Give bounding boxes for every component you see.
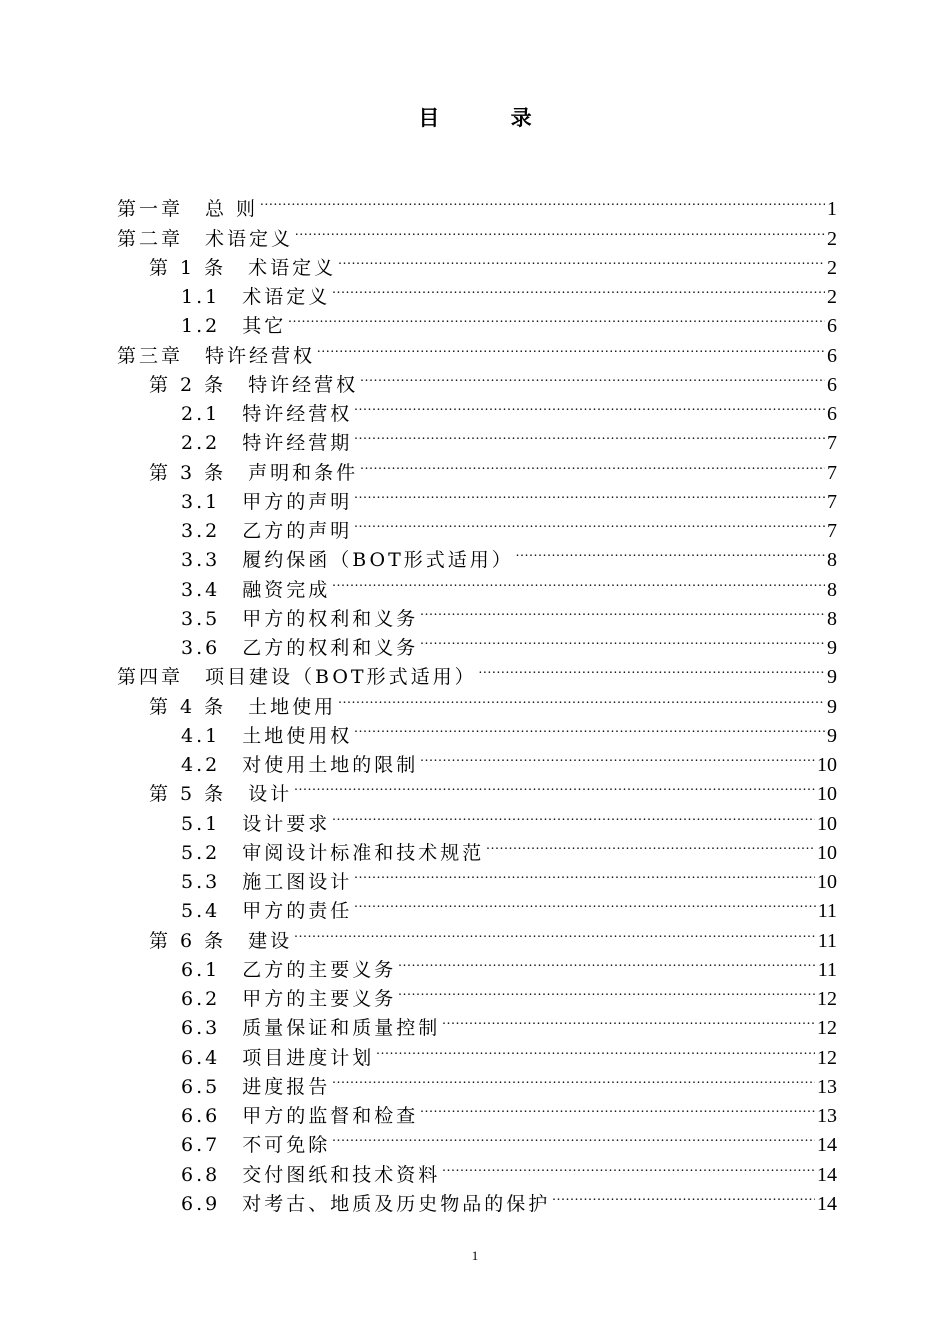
toc-dot-leader xyxy=(360,362,825,391)
toc-entry-number: 第 2 条 xyxy=(149,373,227,396)
toc-entry-page: 2 xyxy=(827,286,837,308)
toc-entry-number: 第一章 xyxy=(117,198,184,221)
toc-entry-title: 特许经营权 xyxy=(242,403,353,425)
toc-entry[interactable] xyxy=(117,830,837,864)
toc-entry-number: 第 4 条 xyxy=(149,695,227,718)
toc-dot-leader xyxy=(354,713,825,742)
toc-entry-number: 6.7 xyxy=(181,1134,221,1157)
toc-entry-page: 10 xyxy=(817,841,837,864)
toc-entry-number: 5.1 xyxy=(181,812,221,835)
toc-dot-leader xyxy=(295,215,825,244)
toc-entry-title: 其它 xyxy=(242,315,287,338)
toc-entry-title: 乙方的声明 xyxy=(242,520,353,542)
toc-entry[interactable] xyxy=(117,654,837,689)
toc-entry-page: 1 xyxy=(827,198,837,221)
toc-entry-page: 13 xyxy=(817,1105,837,1127)
toc-entry-title: 甲方的责任 xyxy=(242,900,353,923)
toc-entry-page: 8 xyxy=(827,607,837,630)
toc-entry[interactable] xyxy=(117,859,837,893)
toc-dot-leader xyxy=(288,303,825,332)
toc-entry-title: 甲方的主要义务 xyxy=(242,988,397,1010)
toc-entry-number: 5.2 xyxy=(181,841,221,864)
toc-entry[interactable] xyxy=(117,596,837,630)
toc-entry[interactable] xyxy=(117,1122,837,1157)
toc-entry-number: 6.9 xyxy=(181,1192,221,1215)
toc-entry-title: 特许经营权 xyxy=(205,344,316,367)
toc-entry-page: 10 xyxy=(817,783,837,806)
toc-entry-page: 11 xyxy=(817,958,837,981)
toc-entry[interactable] xyxy=(117,1181,837,1215)
toc-entry-title: 乙方的主要义务 xyxy=(242,958,397,981)
toc-entry-number: 3.5 xyxy=(181,607,221,630)
toc-dot-leader xyxy=(294,771,815,800)
toc-dot-leader xyxy=(354,859,815,888)
toc-entry-number: 1.2 xyxy=(181,315,221,338)
toc-entry-number: 第四章 xyxy=(117,666,184,689)
toc-entry-page: 9 xyxy=(827,695,837,718)
page-number: 1 xyxy=(471,1248,479,1263)
toc-entry-number: 3.1 xyxy=(181,490,221,513)
toc-entry-page: 8 xyxy=(827,549,837,572)
toc-entry-title: 总 则 xyxy=(205,198,259,221)
toc-dot-leader xyxy=(338,245,825,274)
toc-entry-title: 对考古、地质及历史物品的保护 xyxy=(242,1192,551,1215)
toc-entry[interactable] xyxy=(117,508,837,542)
toc-dot-leader xyxy=(294,917,816,946)
toc-dot-leader xyxy=(420,596,825,625)
toc-entry-page: 11 xyxy=(817,900,837,923)
toc-entry-page: 6 xyxy=(827,315,837,338)
toc-entry-number: 5.4 xyxy=(181,900,221,923)
toc-entry[interactable] xyxy=(117,976,837,1010)
toc-entry-number: 3.2 xyxy=(181,520,221,542)
toc-dot-leader xyxy=(360,449,825,478)
toc-dot-leader xyxy=(420,625,825,654)
toc-entry-title: 术语定义 xyxy=(205,227,294,250)
toc-entry-title: 设计 xyxy=(248,783,293,806)
toc-entry-page: 14 xyxy=(817,1192,837,1215)
toc-entry[interactable] xyxy=(117,742,837,776)
toc-entry[interactable] xyxy=(117,1034,837,1069)
toc-entry[interactable] xyxy=(117,566,837,601)
toc-entry-number: 第 5 条 xyxy=(149,783,227,806)
toc-entry-title: 乙方的权利和义务 xyxy=(242,637,419,659)
toc-dot-leader xyxy=(354,391,825,420)
toc-entry-number: 第二章 xyxy=(117,227,184,250)
toc-dot-leader xyxy=(398,976,815,1005)
toc-dot-leader xyxy=(354,508,825,537)
toc-entry-number: 6.6 xyxy=(181,1105,221,1127)
toc-entry-title: 设计要求 xyxy=(242,812,331,835)
toc-entry[interactable] xyxy=(117,303,837,338)
toc-entry-number: 3.3 xyxy=(181,549,221,572)
toc-entry-title: 术语定义 xyxy=(248,256,337,279)
toc-entry-title: 进度报告 xyxy=(242,1075,331,1098)
toc-entry-page: 11 xyxy=(817,929,837,952)
toc-entry-title: 术语定义 xyxy=(242,286,331,308)
toc-entry-number: 5.3 xyxy=(181,871,221,893)
toc-entry[interactable] xyxy=(117,449,837,484)
toc-entry-page: 6 xyxy=(827,344,837,367)
toc-entry-page: 7 xyxy=(827,520,837,542)
toc-entry-number: 1.1 xyxy=(181,286,221,308)
toc-entry-page: 7 xyxy=(827,432,837,455)
toc-dot-leader xyxy=(486,830,815,859)
toc-entry-number: 6.1 xyxy=(181,958,221,981)
toc-entry-title: 特许经营权 xyxy=(248,373,359,396)
toc-entry-page: 12 xyxy=(817,1046,837,1069)
toc-entry-title: 项目进度计划 xyxy=(242,1046,375,1069)
toc-entry-title: 交付图纸和技术资料 xyxy=(242,1163,441,1186)
toc-entry-title: 质量保证和质量控制 xyxy=(242,1017,441,1040)
toc-entry-page: 12 xyxy=(817,988,837,1010)
table-of-contents xyxy=(117,186,837,1215)
toc-dot-leader xyxy=(354,420,825,449)
toc-entry[interactable] xyxy=(117,537,837,572)
toc-entry[interactable] xyxy=(117,1151,837,1186)
toc-dot-leader xyxy=(332,1122,815,1151)
toc-dot-leader xyxy=(376,1034,815,1063)
toc-dot-leader xyxy=(332,274,825,303)
toc-entry-number: 4.2 xyxy=(181,754,221,776)
toc-entry-page: 8 xyxy=(827,578,837,601)
toc-dot-leader xyxy=(442,1151,815,1180)
toc-dot-leader xyxy=(338,683,825,712)
toc-entry-title: 特许经营期 xyxy=(242,432,353,455)
toc-dot-leader xyxy=(354,888,816,917)
toc-entry-title: 建设 xyxy=(248,929,293,952)
toc-dot-leader xyxy=(398,947,816,976)
toc-dot-leader xyxy=(317,332,825,361)
toc-entry-title: 甲方的监督和检查 xyxy=(242,1105,419,1127)
toc-dot-leader xyxy=(332,1064,815,1093)
toc-entry[interactable] xyxy=(117,625,837,659)
toc-entry-page: 2 xyxy=(827,227,837,250)
toc-entry-page: 12 xyxy=(817,1017,837,1040)
toc-entry-number: 6.8 xyxy=(181,1163,221,1186)
toc-entry-page: 14 xyxy=(817,1134,837,1157)
toc-entry-page: 10 xyxy=(817,754,837,776)
toc-dot-leader xyxy=(552,1181,815,1210)
toc-entry-page: 9 xyxy=(827,637,837,659)
toc-entry-title: 声明和条件 xyxy=(248,461,359,484)
toc-entry-page: 10 xyxy=(817,871,837,893)
toc-entry-title: 甲方的权利和义务 xyxy=(242,607,419,630)
toc-entry-number: 6.5 xyxy=(181,1075,221,1098)
toc-title: 目 录 xyxy=(418,105,564,130)
toc-entry-title: 甲方的声明 xyxy=(242,490,353,513)
toc-entry-page: 7 xyxy=(827,490,837,513)
toc-entry-number: 6.3 xyxy=(181,1017,221,1040)
toc-dot-leader xyxy=(332,800,815,829)
toc-entry-title: 审阅设计标准和技术规范 xyxy=(242,841,485,864)
toc-entry-number: 2.1 xyxy=(181,403,221,425)
toc-entry-number: 4.1 xyxy=(181,724,221,747)
toc-entry-title: 对使用土地的限制 xyxy=(242,754,419,776)
toc-entry[interactable] xyxy=(117,1005,837,1040)
toc-dot-leader xyxy=(442,1005,815,1034)
toc-entry-page: 7 xyxy=(827,461,837,484)
toc-entry[interactable] xyxy=(117,1064,837,1098)
toc-dot-leader xyxy=(420,742,815,771)
toc-entry[interactable] xyxy=(117,771,837,806)
toc-entry-page: 6 xyxy=(827,403,837,425)
toc-entry-page: 13 xyxy=(817,1075,837,1098)
toc-entry-number: 6.2 xyxy=(181,988,221,1010)
toc-entry-title: 项目建设（BOT形式适用） xyxy=(205,666,477,689)
toc-entry-page: 14 xyxy=(817,1163,837,1186)
toc-dot-leader xyxy=(479,654,825,683)
toc-entry-number: 第 6 条 xyxy=(149,929,227,952)
toc-entry-title: 土地使用权 xyxy=(242,724,353,747)
toc-entry-title: 不可免除 xyxy=(242,1134,331,1157)
toc-entry-number: 第 3 条 xyxy=(149,461,227,484)
toc-entry-page: 9 xyxy=(827,724,837,747)
toc-entry[interactable] xyxy=(117,332,837,367)
toc-entry-title: 施工图设计 xyxy=(242,871,353,893)
toc-entry-page: 6 xyxy=(827,373,837,396)
toc-entry-number: 3.6 xyxy=(181,637,221,659)
toc-entry-number: 6.4 xyxy=(181,1046,221,1069)
toc-dot-leader xyxy=(332,566,825,595)
toc-entry[interactable] xyxy=(117,1093,837,1127)
toc-entry-number: 第三章 xyxy=(117,344,184,367)
toc-entry[interactable] xyxy=(117,917,837,952)
toc-entry-page: 10 xyxy=(817,812,837,835)
toc-dot-leader xyxy=(260,186,825,215)
toc-dot-leader xyxy=(420,1093,815,1122)
toc-entry-title: 融资完成 xyxy=(242,578,331,601)
toc-entry-page: 9 xyxy=(827,666,837,689)
toc-entry-number: 2.2 xyxy=(181,432,221,455)
toc-entry-number: 第 1 条 xyxy=(149,256,227,279)
toc-dot-leader xyxy=(354,479,825,508)
toc-dot-leader xyxy=(516,537,825,566)
toc-entry[interactable] xyxy=(117,888,837,923)
toc-entry-page: 2 xyxy=(827,256,837,279)
toc-entry-title: 履约保函（BOT形式适用） xyxy=(242,549,514,572)
toc-entry[interactable] xyxy=(117,420,837,455)
toc-entry-number: 3.4 xyxy=(181,578,221,601)
toc-entry[interactable] xyxy=(117,186,837,221)
toc-entry-title: 土地使用 xyxy=(248,695,337,718)
